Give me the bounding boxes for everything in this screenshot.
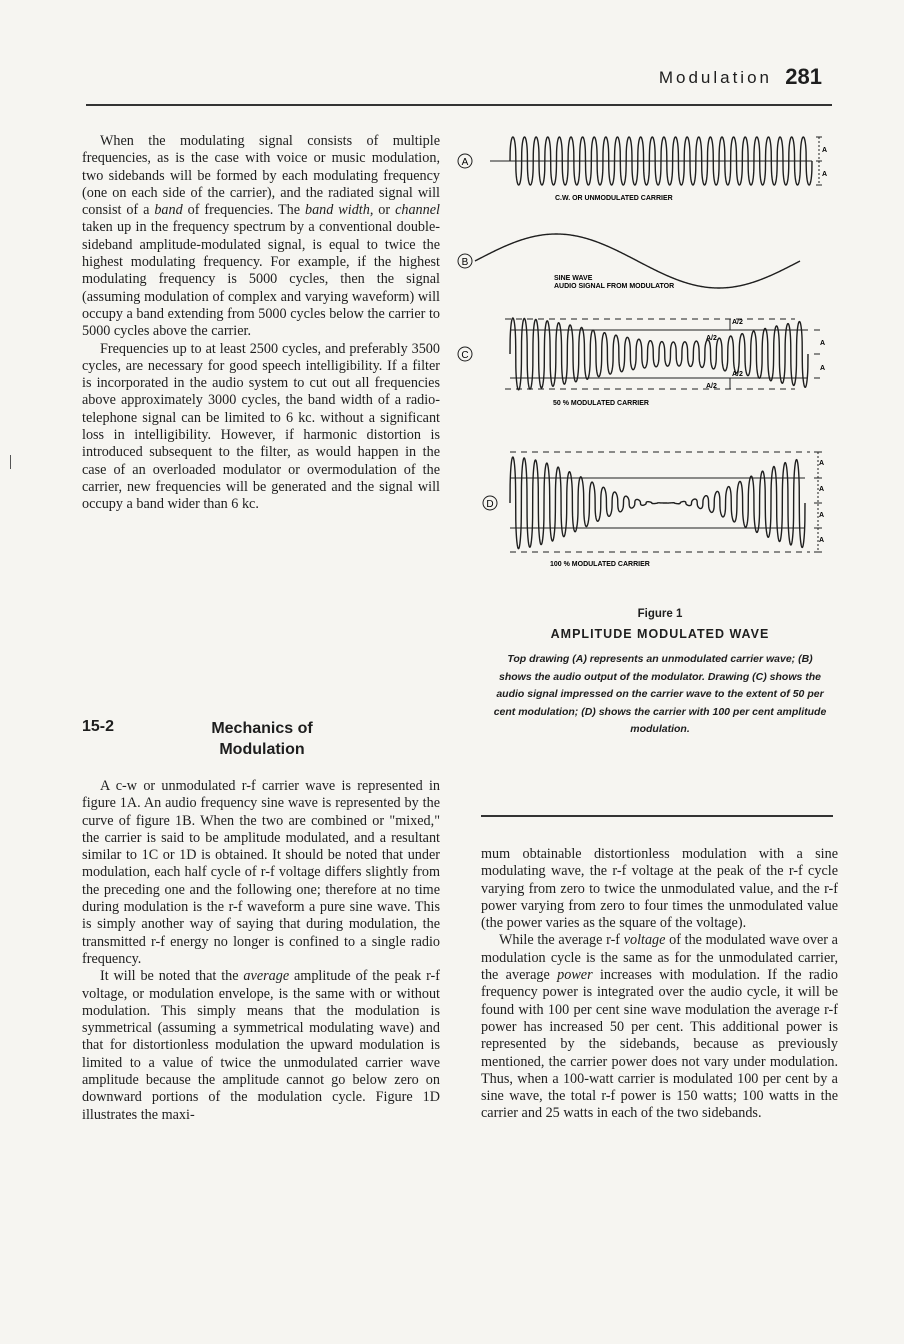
left-column-top bbox=[82, 133, 440, 514]
section-title bbox=[192, 718, 332, 760]
figure-amplitude-modulated-wave bbox=[450, 128, 840, 588]
modulated-wave-d bbox=[510, 457, 805, 549]
half-amp-label-c-1: A/2 bbox=[732, 319, 743, 326]
running-header-section: Modulation bbox=[658, 68, 772, 87]
waveform-diagram bbox=[450, 128, 840, 588]
emphasis: power bbox=[557, 967, 593, 984]
modulated-wave-c bbox=[510, 318, 808, 390]
caption-b-line-1: SINE WAVE bbox=[554, 275, 593, 282]
caption-a: C.W. OR UNMODULATED CARRIER bbox=[555, 195, 673, 202]
label-a: A bbox=[461, 157, 469, 168]
half-amp-label-c-2: A/2 bbox=[706, 335, 717, 342]
left-column-bottom bbox=[82, 778, 440, 1124]
amp-label-d-4: A bbox=[819, 537, 825, 544]
section-title-line-2: Modulation bbox=[219, 741, 305, 758]
paragraph: When the modulating signal consists of multiple frequencies, as is the case with voice or music modulation, two sidebands will be formed by each modulating frequency (one on each side of the carrier), and the radiated signal will consist of a band of frequencies. The band width, or channel taken up in the frequency spectrum by a conventional double-sideband amplitude-modulated signal, is equal to twice the highest modulating frequency. For example, if the highest modulating frequency is 5000 cycles, then the signal (assuming modulation of complex and varying waveform) will occupy a band extending from 5000 cycles below the carrier to 5000 cycles above the carrier. bbox=[82, 133, 440, 340]
caption-d: 100 % MODULATED CARRIER bbox=[550, 561, 650, 568]
paragraph: mum obtainable distortionless modulation with a sine modulating wave, the r-f voltage at the peak of the r-f cycle varying from zero to twice the unmodulated value, and the r-f power varying from zero to four times the unmodulated value (the power varies as the square of the voltage). bbox=[481, 846, 838, 932]
figure-caption bbox=[482, 608, 838, 739]
section-number: 15-2 bbox=[82, 718, 115, 735]
figure-description: Top drawing (A) represents an unmodulated carrier wave; (B) shows the audio output of the modulator. Drawing (C) shows the audio signal impressed on the carrier wave to the extent of 50 per cent modulation; (D) shows the carrier with 100 per cent amplitude modulation. bbox=[493, 653, 827, 735]
paragraph: It will be noted that the average amplitude of the peak r-f voltage, or modulation envelope, is the same with or without modulation. This simply means that the modulation is symmetrical (assuming a symmetrical modulating wave) and that for distortionless modulation the upward modulation is limited to a value of twice the unmodulated carrier wave amplitude because the amplitude cannot go below zero on downward portions of the modulation cycle. Figure 1D illustrates the maxi- bbox=[82, 968, 440, 1123]
section-heading bbox=[82, 716, 440, 766]
figure-number: Figure 1 bbox=[637, 608, 683, 620]
figure-title: AMPLITUDE MODULATED WAVE bbox=[550, 627, 770, 641]
amp-label-d-2: A bbox=[819, 486, 825, 493]
label-d: D bbox=[486, 499, 494, 510]
section-title-line-1: Mechanics of bbox=[211, 720, 313, 737]
amp-label-c-bottom: A bbox=[820, 365, 826, 372]
header-rule bbox=[86, 104, 832, 106]
half-amp-label-c-4: A/2 bbox=[706, 383, 717, 390]
page-number: 281 bbox=[785, 64, 822, 89]
amp-label-a-top: A bbox=[822, 147, 828, 154]
amp-label-d-1: A bbox=[819, 460, 825, 467]
paragraph: A c-w or unmodulated r-f carrier wave is represented in figure 1A. An audio frequency sine wave is represented by the curve of figure 1B. When the two are combined or "mixed," the carrier is said to be amplitude modulated, and a resultant similar to 1C or 1D is obtained. It should be noted that under modulation, each half cycle of r-f voltage differs slightly from the preceding one and the following one; therefore at no time during modulation is the r-f waveform a pure sine wave. This is simply another way of saying that during modulation, the transmitted r-f energy no longer is confined to a single radio frequency. bbox=[82, 778, 440, 967]
half-amp-label-c-3: A/2 bbox=[732, 371, 743, 378]
label-c: C bbox=[461, 350, 469, 361]
amp-label-d-3: A bbox=[819, 512, 825, 519]
caption-c: 50 % MODULATED CARRIER bbox=[553, 400, 649, 407]
margin-mark bbox=[10, 455, 11, 469]
label-b: B bbox=[461, 257, 469, 268]
amp-label-c-top: A bbox=[820, 340, 826, 347]
emphasis: band width, bbox=[304, 202, 374, 219]
audio-sine-wave-b bbox=[475, 234, 800, 288]
emphasis: average bbox=[243, 968, 290, 985]
emphasis: channel bbox=[395, 202, 440, 219]
emphasis: voltage bbox=[623, 932, 666, 949]
running-header bbox=[0, 64, 904, 94]
caption-b-line-2: AUDIO SIGNAL FROM MODULATOR bbox=[554, 283, 675, 290]
right-column bbox=[481, 846, 838, 1123]
amp-label-a-bottom: A bbox=[822, 171, 828, 178]
emphasis: band bbox=[154, 202, 183, 219]
figure-rule bbox=[481, 815, 833, 817]
paragraph: While the average r-f voltage of the modulated wave over a modulation cycle is the same as for the unmodulated carrier, the average power increases with modulation. If the radio frequency power is integrated over the audio cycle, it will be found with 100 per cent sine wave modulation the average r-f power has increased 50 per cent. This additional power is represented by the sidebands, because as previously mentioned, the carrier power does not vary under modulation. Thus, when a 100-watt carrier is modulated 100 per cent by a sine wave, the total r-f power is 150 watts; 100 watts in the carrier and 25 watts in each of the two sidebands. bbox=[481, 932, 838, 1122]
paragraph: Frequencies up to at least 2500 cycles, and preferably 3500 cycles, are necessary for good speech intelligibility. If a filter is incorporated in the audio system to cut out all frequencies above approximately 3000 cycles, the band width of a radio-telephone signal can be limited to 6 kc. without a significant loss in intelligibility. However, if harmonic distortion is introduced subsequent to the filter, as would happen in the case of an overloaded modulator or overmodulation of the carrier, new frequencies will be generated and the signal will occupy a band wider than 6 kc. bbox=[82, 340, 440, 513]
